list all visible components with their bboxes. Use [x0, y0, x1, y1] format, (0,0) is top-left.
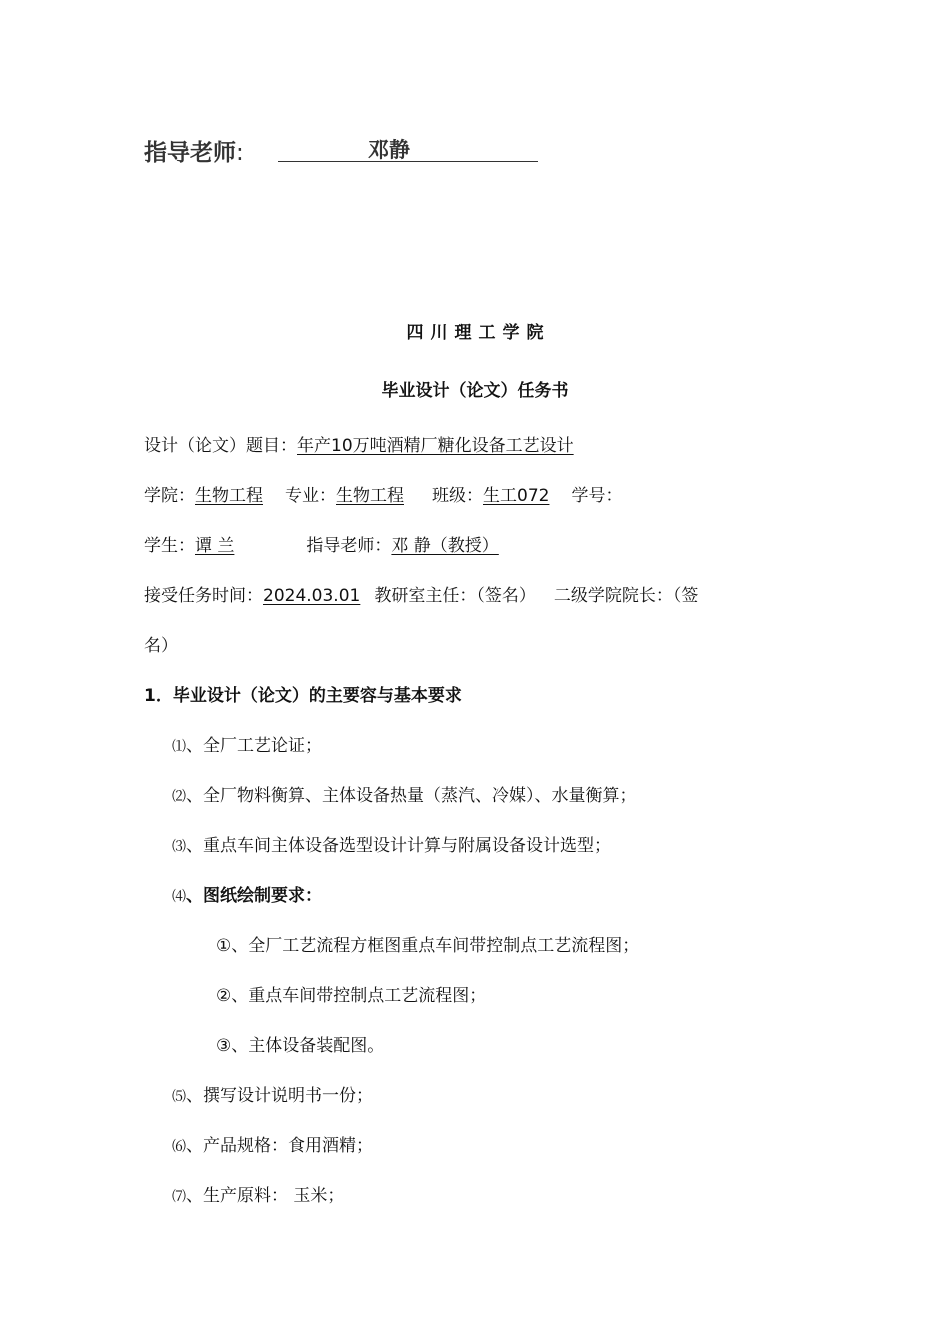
student-id-label: 学号：	[571, 486, 623, 506]
info-row-college	[144, 481, 622, 506]
student-label: 学生：	[144, 536, 195, 556]
item-number: ⑴	[172, 739, 186, 755]
topic-line	[144, 431, 574, 456]
topic-value: 年产10万吨酒精厂糖化设备工艺设计	[297, 436, 574, 456]
college-label: 学院：	[144, 486, 195, 506]
college-value: 生物工程	[195, 486, 263, 506]
list-item	[172, 781, 637, 806]
class-label: 班级：	[432, 486, 483, 506]
sub-list-item: ③、主体设备装配图。	[216, 1036, 385, 1056]
dean-sign-part2: 名）	[144, 636, 178, 656]
list-item	[172, 1081, 373, 1106]
student-value: 谭 兰	[195, 536, 235, 556]
dean-sign-part1: （签	[672, 586, 699, 606]
item-text: 、撰写设计说明书一份；	[186, 1086, 373, 1106]
class-value: 生工072	[483, 486, 550, 506]
info-row-student	[144, 531, 499, 556]
list-item	[172, 881, 322, 906]
item-number: ⑶	[172, 839, 186, 855]
item-text: 、全厂工艺论证；	[186, 736, 322, 756]
advisor-label: 指导老师：	[306, 536, 392, 556]
item-text: 、产品规格：食用酒精；	[186, 1136, 373, 1156]
item-text: 、生产原料： 玉米；	[186, 1186, 345, 1206]
date-label: 接受任务时间：	[144, 586, 263, 606]
advisor-header-label: 指导老师	[144, 140, 236, 166]
advisor-header-underline	[278, 134, 538, 162]
dean-label: 二级学院院长：	[553, 586, 673, 606]
advisor-value: 邓 静（教授）	[391, 536, 499, 556]
director-label: 教研室主任：	[374, 586, 477, 606]
topic-label: 设计（论文）题目：	[144, 436, 297, 456]
item-number: ⑺	[172, 1189, 186, 1205]
advisor-header-name: 邓静	[368, 138, 410, 162]
sub-list-item: ①、全厂工艺流程方框图重点车间带控制点工艺流程图；	[216, 936, 640, 956]
list-item	[172, 1181, 344, 1206]
date-value: 2024.03.01	[263, 586, 361, 606]
advisor-header-colon: :	[236, 140, 244, 166]
info-row-date	[144, 581, 698, 606]
item-text: 、图纸绘制要求：	[186, 886, 322, 906]
item-number: ⑹	[172, 1139, 186, 1155]
major-value: 生物工程	[336, 486, 404, 506]
major-label: 专业：	[285, 486, 336, 506]
item-text: 、重点车间主体设备选型设计计算与附属设备设计选型；	[186, 836, 611, 856]
director-sign: （签名）	[476, 586, 536, 606]
item-number: ⑵	[172, 789, 186, 805]
item-text: 、全厂物料衡算、主体设备热量（蒸汽、冷媒）、水量衡算；	[186, 786, 637, 806]
section-heading: 1．毕业设计（论文）的主要容与基本要求	[144, 686, 462, 706]
info-row-date-wrap	[144, 631, 178, 656]
list-item	[172, 1131, 373, 1156]
document-title: 毕业设计（论文）任务书	[381, 381, 569, 401]
item-number: ⑸	[172, 1089, 186, 1105]
item-number: ⑷	[172, 889, 186, 905]
list-item	[172, 731, 322, 756]
list-item	[172, 831, 611, 856]
advisor-header	[144, 134, 410, 167]
school-name: 四川理工学院	[406, 323, 551, 343]
sub-list-item: ②、重点车间带控制点工艺流程图；	[216, 986, 487, 1006]
